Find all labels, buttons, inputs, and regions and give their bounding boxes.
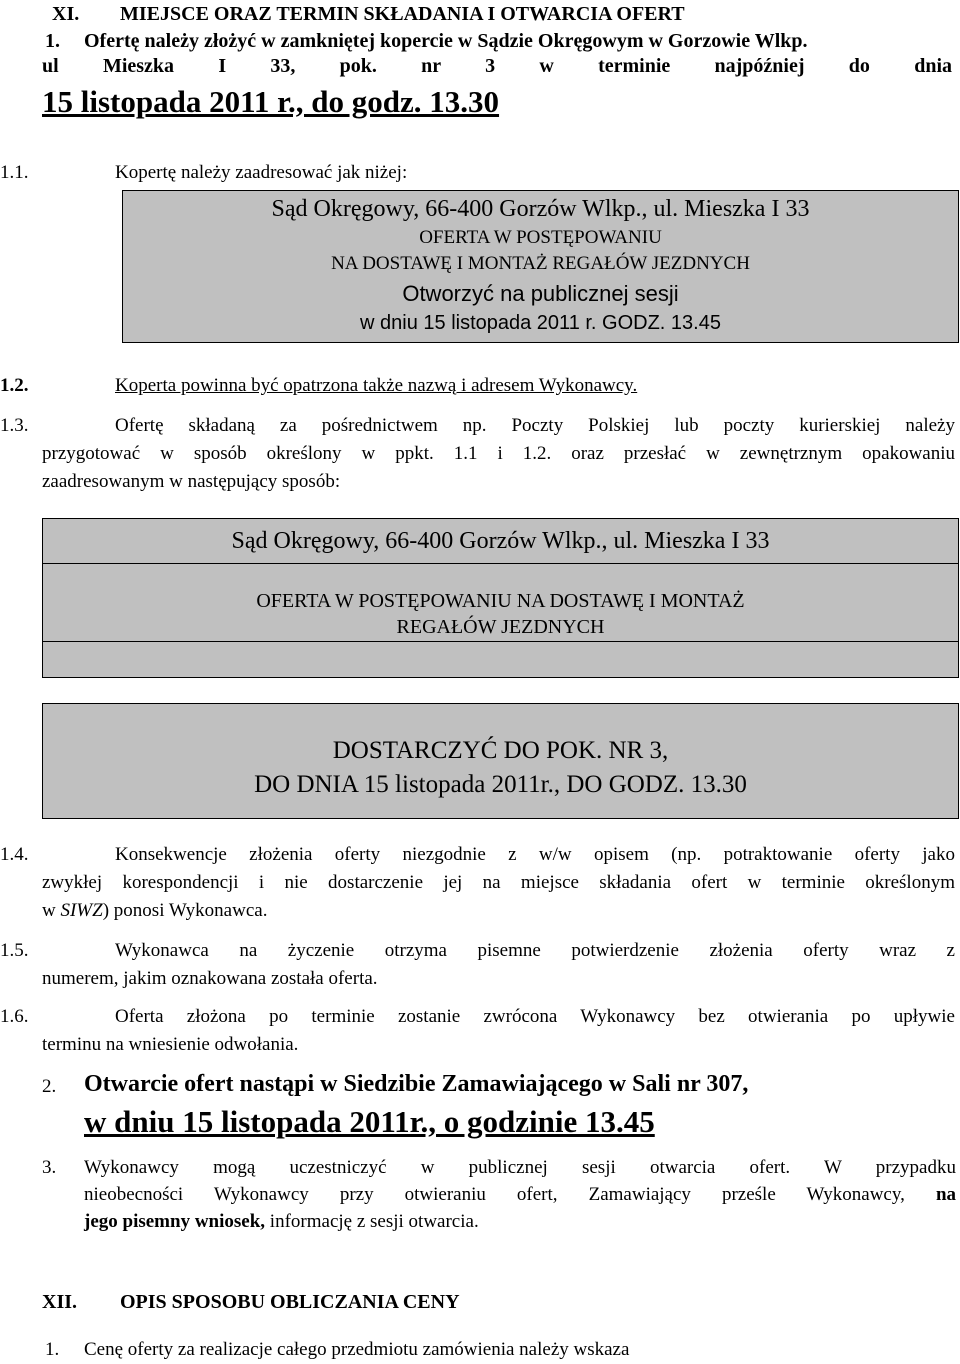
item1-line2: ul Mieszka I 33, pok. nr 3 w terminie najpóźniej do dnia	[42, 55, 952, 77]
p3-line2	[84, 1183, 956, 1206]
delivery-box	[42, 703, 959, 819]
item1-line1: Ofertę należy złożyć w zamkniętej kopercie w Sądzie Okręgowym w Gorzowie Wlkp.	[84, 30, 808, 52]
p1-3-number: 1.3.	[0, 415, 29, 436]
item1-deadline: 15 listopada 2011 r., do godz. 13.30	[42, 84, 500, 119]
p1-2-number: 1.2.	[0, 375, 29, 396]
box2-divider-2	[43, 641, 958, 642]
address-box-2	[42, 518, 959, 678]
p2-number: 2.	[42, 1076, 57, 1097]
item1-number: 1.	[45, 30, 60, 52]
box2-divider-1	[43, 563, 958, 564]
p1-5-line1: Wykonawca na życzenie otrzyma pisemne potwierdzenie złożenia oferty wraz z	[115, 940, 955, 961]
p3-line1: Wykonawcy mogą uczestniczyć w publicznej sesji otwarcia ofert. W przypadku	[84, 1157, 956, 1178]
box3-line1: DOSTARCZYĆ DO POK. NR 3,	[332, 737, 669, 764]
p1-1-number: 1.1.	[0, 162, 29, 183]
p1-4-line3	[42, 899, 267, 922]
section-xii-title: OPIS SPOSOBU OBLICZANIA CENY	[120, 1291, 460, 1313]
box3-line2: DO DNIA 15 listopada 2011r., DO GODZ. 13.30	[254, 771, 747, 798]
p3-line3	[84, 1210, 479, 1233]
p1-3-line2: przygotować w sposób określony w ppkt. 1.1 i 1.2. oraz przesłać w zewnętrznym opakowaniu	[42, 443, 955, 464]
box2-address: Sąd Okręgowy, 66-400 Gorzów Wlkp., ul. Mieszka I 33	[231, 528, 770, 554]
address-box-1	[122, 190, 959, 343]
p3-line3-bold: jego pisemny wniosek,	[84, 1211, 266, 1232]
p1-4-line2: zwykłej korespondencji i nie dostarczenie jej na miejsce składania ofert w terminie określonym	[42, 872, 955, 893]
p1-4-line3-italic: SIWZ	[60, 900, 103, 921]
section-xii-item1-text: Cenę oferty za realizacje całego przedmiotu zamówienia należy wskaza	[84, 1339, 630, 1360]
p3-line2-bold: na	[935, 1184, 957, 1205]
p2-line2: w dniu 15 listopada 2011r., o godzinie 13.45	[84, 1104, 655, 1139]
p1-4-line1: Konsekwencje złożenia oferty niezgodnie z w/w opisem (np. potraktowanie oferty jako	[115, 844, 955, 865]
p3-line3-normal: informację z sesji otwarcia.	[265, 1211, 479, 1232]
p1-3-line1: Ofertę składaną za pośrednictwem np. Poczty Polskiej lub poczty kurierskiej należy	[115, 415, 955, 436]
box1-address: Sąd Okręgowy, 66-400 Gorzów Wlkp., ul. Mieszka I 33	[271, 196, 810, 222]
section-xi-number: XI.	[52, 3, 80, 25]
box2-line2: OFERTA W POSTĘPOWANIU NA DOSTAWĘ I MONTAŻ	[256, 590, 745, 612]
p1-6-line1: Oferta złożona po terminie zostanie zwrócona Wykonawcy bez otwierania po upływie	[115, 1006, 955, 1027]
box1-line3: NA DOSTAWĘ I MONTAŻ REGAŁÓW JEZDNYCH	[331, 253, 750, 274]
p1-4-line3-post: ) ponosi Wykonawca.	[102, 900, 268, 921]
p1-5-line2: numerem, jakim oznakowana została oferta.	[42, 968, 378, 989]
p1-3-line3: zaadresowanym w następujący sposób:	[42, 471, 341, 492]
p1-1-text: Kopertę należy zaadresować jak niżej:	[115, 162, 408, 183]
p1-6-number: 1.6.	[0, 1006, 29, 1027]
section-xii-item1-number: 1.	[45, 1339, 60, 1360]
box1-line4: Otworzyć na publicznej sesji	[402, 281, 679, 306]
p3-number: 3.	[42, 1157, 57, 1178]
p2-line1: Otwarcie ofert nastąpi w Siedzibie Zamawiającego w Sali nr 307,	[84, 1071, 749, 1097]
p1-5-number: 1.5.	[0, 940, 29, 961]
p1-2-text: Koperta powinna być opatrzona także nazwą i adresem Wykonawcy.	[115, 375, 638, 396]
section-xii-number: XII.	[42, 1291, 78, 1313]
box1-line2: OFERTA W POSTĘPOWANIU	[419, 227, 662, 248]
p1-6-line2: terminu na wniesienie odwołania.	[42, 1034, 299, 1055]
p3-line2-normal: nieobecności Wykonawcy przy otwieraniu ofert, Zamawiający prześle Wykonawcy,	[84, 1184, 905, 1205]
box1-line5: w dniu 15 listopada 2011 r. GODZ. 13.45	[360, 312, 721, 334]
p1-4-line3-pre: w	[42, 900, 61, 921]
box2-line3: REGAŁÓW JEZDNYCH	[396, 616, 605, 638]
section-xi-title: MIEJSCE ORAZ TERMIN SKŁADANIA I OTWARCIA OFERT	[120, 3, 685, 25]
p1-4-number: 1.4.	[0, 844, 29, 865]
